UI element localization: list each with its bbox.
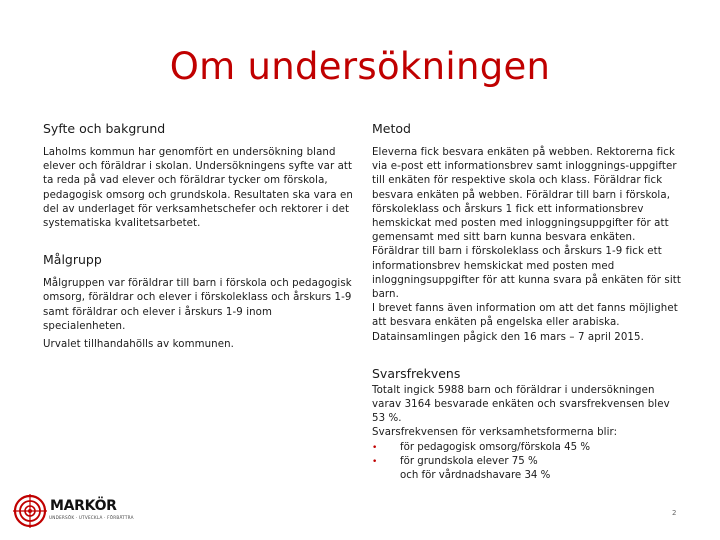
metod-heading: Metod <box>372 121 411 136</box>
svarsfrekvens-paragraph: Totalt ingick 5988 barn och föräldrar i undersökningen varav 3164 besvarade enkäten och svarsfrekvensen blev 53 %. <box>372 384 670 425</box>
malgrupp-heading: Målgrupp <box>43 252 102 268</box>
bullet-icon: • <box>372 442 378 453</box>
left-column <box>43 120 353 352</box>
bullet-icon: • <box>372 456 378 467</box>
datainsamling-paragraph: Datainsamlingen pågick den 16 mars – 7 april 2015. <box>372 331 644 343</box>
list-item <box>372 441 684 455</box>
right-column <box>372 120 684 483</box>
page-number: 2 <box>672 509 677 517</box>
bullet-text: för pedagogisk omsorg/förskola 45 % <box>400 441 591 453</box>
verksamhet-paragraph: Svarsfrekvensen för verksamhetsformerna blir: <box>372 427 618 439</box>
logo-name: MARKÖR <box>50 498 117 514</box>
syfte-heading: Syfte och bakgrund <box>43 121 166 136</box>
urval-paragraph: Urvalet tillhandahölls av kommunen. <box>43 339 234 351</box>
list-item <box>372 455 684 469</box>
bullet-continuation: och för vårdnadshavare 34 % <box>400 470 551 482</box>
metod-paragraph: Eleverna fick besvara enkäten på webben. Rektorerna fick via e-post ett informationsbrev samt inloggnings-uppgifter till enkäten för respektive skola och klass. Föräldrar fick besvara enkäten på webben. Föräldrar till barn i förskola, förskoleklass och årskurs 1 fick ett informationsbrev hemskickat med posten med inloggningsuppgifter för att gemensamt med sitt barn kunna besvara enkäten. Föräldrar till barn i förskoleklass och årskurs 1-9 fick ett informationsbrev hemskickat med posten med inloggningsuppgifter för att kunna svara på enkäten för sitt barn. <box>372 147 681 301</box>
page-title: Om undersökningen <box>169 45 551 88</box>
brev-paragraph: I brevet fanns även information om att det fanns möjlighet att besvara enkäten på engelska eller arabiska. <box>372 303 678 329</box>
svarsfrekvens-heading: Svarsfrekvens <box>372 365 461 381</box>
markor-logo <box>12 493 134 533</box>
logo-tagline: UNDERSÖK · UTVECKLA · FÖRBÄTTRA <box>49 515 134 520</box>
bullet-text: för grundskola elever 75 % <box>400 455 538 467</box>
syfte-paragraph: Laholms kommun har genomfört en undersökning bland elever och föräldrar i skolan. Undersökningens syfte var att ta reda på vad elever och föräldrar tycker om förskola, pedagogisk omsorg och grundskola. Resultaten ska vara en del av underlaget för verksamhetschefer och rektorer i det systematiska kvalitetsarbetet. <box>43 147 353 230</box>
target-icon <box>12 493 48 529</box>
malgrupp-paragraph: Målgruppen var föräldrar till barn i förskola och pedagogisk omsorg, föräldrar och elever i förskoleklass och årskurs 1-9 samt föräldrar och elever i årskurs 1-9 inom specialenheten. <box>43 278 352 332</box>
